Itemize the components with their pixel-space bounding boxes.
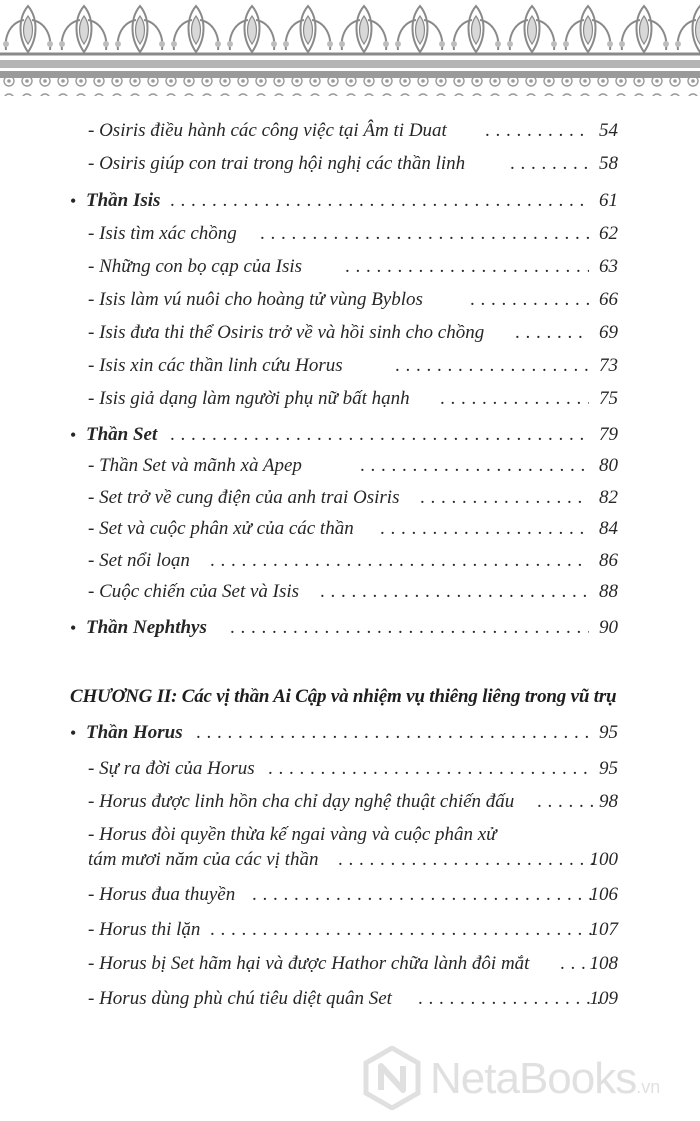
entry-title: - Thần Set và mãnh xà Apep	[88, 455, 302, 476]
toc-entry	[0, 353, 700, 379]
entry-page: 79	[599, 424, 618, 445]
entry-page: 75	[599, 388, 618, 409]
bullet: •	[70, 618, 77, 638]
leader-dots	[515, 320, 589, 346]
entry-title: - Horus được linh hồn cha chỉ dạy nghệ thuật chiến đấu	[88, 791, 515, 812]
watermark-brand: NetaBooks	[430, 1054, 637, 1103]
entry-title: - Isis giả dạng làm người phụ nữ bất hạnh	[88, 388, 410, 409]
toc-entry	[0, 221, 700, 247]
watermark-tld: .vn	[636, 1077, 661, 1097]
section-title: Thần Set	[86, 424, 158, 445]
entry-title: - Set và cuộc phân xử của các thần	[88, 518, 354, 539]
entry-title: - Sự ra đời của Horus	[88, 758, 255, 779]
toc-entry	[0, 548, 700, 574]
entry-page: 107	[589, 919, 618, 940]
entry-page: 82	[599, 487, 618, 508]
leader-dots	[380, 516, 589, 542]
entry-page: 95	[599, 722, 618, 743]
leader-dots	[230, 615, 589, 641]
leader-dots	[268, 756, 589, 782]
entry-title: - Isis xin các thần linh cứu Horus	[88, 355, 343, 376]
entry-title: - Set nổi loạn	[88, 550, 190, 571]
toc-entry	[0, 287, 700, 313]
entry-page: 63	[599, 256, 618, 277]
entry-title: - Osiris giúp con trai trong hội nghị các thần linh	[88, 153, 466, 174]
toc-entry	[0, 485, 700, 511]
entry-page: 84	[599, 518, 618, 539]
toc-entry	[0, 951, 700, 977]
leader-dots	[170, 422, 589, 448]
decorative-header-band	[0, 0, 700, 100]
entry-title: - Horus dùng phù chú tiêu diệt quân Set	[88, 988, 392, 1009]
leader-dots	[485, 118, 589, 144]
entry-page: 80	[599, 455, 618, 476]
leader-dots	[418, 986, 600, 1012]
entry-title: - Cuộc chiến của Set và Isis	[88, 581, 300, 602]
bullet: •	[70, 425, 77, 445]
leader-dots	[440, 386, 589, 412]
entry-page: 73	[599, 355, 618, 376]
toc-entry	[0, 320, 700, 346]
leader-dots	[170, 188, 589, 214]
toc-entry	[0, 917, 700, 943]
entry-page: 86	[599, 550, 618, 571]
entry-title: - Horus thi lặn	[88, 919, 201, 940]
entry-title: - Horus bị Set hãm hại và được Hathor chữa lành đôi mắt	[88, 953, 530, 974]
leader-dots	[338, 847, 600, 873]
leader-dots	[360, 453, 589, 479]
entry-page: 69	[599, 322, 618, 343]
entry-page: 66	[599, 289, 618, 310]
section-title: Thần Isis	[86, 190, 161, 211]
entry-page: 62	[599, 223, 618, 244]
toc-entry	[0, 579, 700, 605]
entry-title: - Set trở về cung điện của anh trai Osiris	[88, 487, 400, 508]
entry-page: 90	[599, 617, 618, 638]
entry-title: - Isis đưa thi thể Osiris trở về và hồi sinh cho chồng	[88, 322, 485, 343]
leader-dots	[210, 917, 600, 943]
toc-entry	[0, 789, 700, 815]
toc-entry	[0, 516, 700, 542]
watermark	[362, 1046, 692, 1110]
toc-entry	[0, 453, 700, 479]
leader-dots	[196, 720, 589, 746]
entry-page: 106	[589, 884, 618, 905]
toc-section	[0, 720, 700, 746]
leader-dots	[260, 221, 589, 247]
leader-dots	[510, 151, 589, 177]
entry-title: - Isis làm vú nuôi cho hoàng tử vùng Byblos	[88, 289, 423, 310]
leader-dots	[210, 548, 589, 574]
entry-page: 95	[599, 758, 618, 779]
toc-entry	[0, 151, 700, 177]
entry-page: 108	[589, 953, 618, 974]
bullet: •	[70, 723, 77, 743]
section-title: Thần Horus	[86, 722, 183, 743]
section-title: Thần Nephthys	[86, 617, 207, 638]
entry-page: 61	[599, 190, 618, 211]
entry-page: 98	[599, 791, 618, 812]
entry-title: tám mươi năm của các vị thần	[88, 849, 319, 870]
leader-dots	[420, 485, 589, 511]
toc-entry	[0, 118, 700, 144]
entry-page: 100	[589, 849, 618, 870]
entry-title: - Horus đòi quyền thừa kế ngai vàng và cuộc phân xử	[88, 824, 497, 845]
toc-section	[0, 615, 700, 641]
entry-page: 54	[599, 120, 618, 141]
toc-entry	[0, 254, 700, 280]
toc-section	[0, 422, 700, 448]
toc-entry	[0, 756, 700, 782]
chapter-heading: CHƯƠNG II: Các vị thần Ai Cập và nhiệm vụ thiêng liêng trong vũ trụ	[70, 686, 617, 707]
entry-page: 109	[589, 988, 618, 1009]
watermark-text	[430, 1052, 660, 1114]
leader-dots	[345, 254, 589, 280]
netabooks-logo-icon	[362, 1046, 422, 1110]
leader-dots	[320, 579, 589, 605]
entry-title: - Những con bọ cạp của Isis	[88, 256, 303, 277]
toc-section	[0, 188, 700, 214]
entry-title: - Osiris điều hành các công việc tại Âm ti Duat	[88, 120, 447, 141]
toc-entry	[0, 386, 700, 412]
leader-dots	[395, 353, 589, 379]
leader-dots	[470, 287, 589, 313]
entry-page: 88	[599, 581, 618, 602]
leader-dots	[537, 789, 595, 815]
leader-dots	[252, 882, 600, 908]
toc-entry	[0, 847, 700, 873]
bullet: •	[70, 191, 77, 211]
toc-entry	[0, 882, 700, 908]
toc-entry	[0, 822, 700, 848]
entry-title: - Isis tìm xác chồng	[88, 223, 237, 244]
entry-title: - Horus đua thuyền	[88, 884, 236, 905]
toc-entry	[0, 986, 700, 1012]
entry-page: 58	[599, 153, 618, 174]
